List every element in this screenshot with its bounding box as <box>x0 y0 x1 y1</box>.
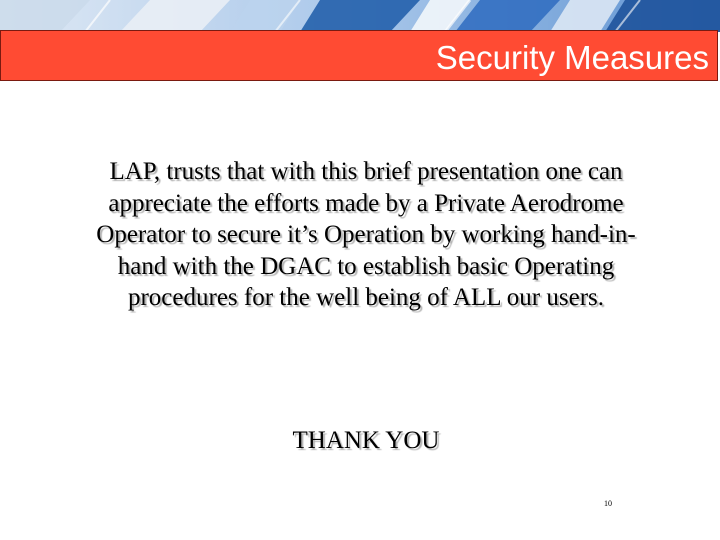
body-paragraph: LAP, trusts that with this brief presentation one can appreciate the efforts made by a Private Aerodrome Operator to secure it’s Operation by working hand-in-hand with the DGAC to establish basic Operating procedures for the well being of ALL our users. <box>96 158 636 311</box>
slide-title: Security Measures <box>435 39 709 76</box>
banner-graphic <box>0 0 720 32</box>
decorative-banner <box>0 0 720 32</box>
closing-text: THANK YOU <box>292 427 440 454</box>
title-bar <box>0 30 718 81</box>
page-number: 10 <box>604 499 612 508</box>
